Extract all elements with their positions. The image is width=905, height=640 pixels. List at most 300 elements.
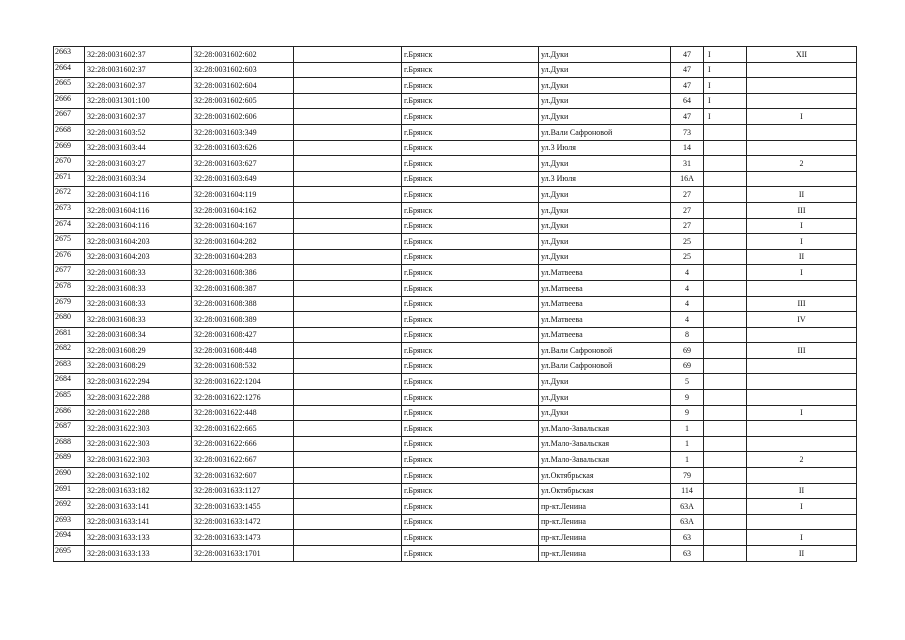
empty-cell [294, 468, 402, 484]
house-number-cell: 63 [671, 546, 704, 562]
city-cell: г.Брянск [402, 78, 539, 94]
city-cell: г.Брянск [402, 93, 539, 109]
house-number-cell: 47 [671, 109, 704, 125]
table-row [54, 109, 857, 125]
house-number-cell: 73 [671, 124, 704, 140]
city-cell: г.Брянск [402, 124, 539, 140]
street-cell: ул.Дуки [539, 234, 671, 250]
street-cell: ул.Дуки [539, 187, 671, 203]
street-cell: пр-кт.Ленина [539, 514, 671, 530]
city-cell: г.Брянск [402, 47, 539, 63]
city-cell: г.Брянск [402, 171, 539, 187]
premises-number-cell: II [747, 249, 857, 265]
house-number-cell: 4 [671, 280, 704, 296]
object-cadastral-cell: 32:28:0031622:448 [192, 405, 294, 421]
house-number-cell: 25 [671, 234, 704, 250]
city-cell: г.Брянск [402, 546, 539, 562]
extra-cell [704, 514, 747, 530]
row-number-cell: 2691 [54, 483, 85, 499]
row-number-cell: 2692 [54, 499, 85, 515]
city-cell: г.Брянск [402, 483, 539, 499]
row-number-cell: 2670 [54, 156, 85, 172]
parcel-cadastral-cell: 32:28:0031603:34 [85, 171, 192, 187]
object-cadastral-cell: 32:28:0031603:349 [192, 124, 294, 140]
street-cell: ул.Мало-Завальская [539, 452, 671, 468]
table-row [54, 218, 857, 234]
house-number-cell: 79 [671, 468, 704, 484]
table-row [54, 327, 857, 343]
street-cell: ул.Матвеева [539, 265, 671, 281]
premises-number-cell: I [747, 405, 857, 421]
house-number-cell: 63А [671, 514, 704, 530]
empty-cell [294, 218, 402, 234]
extra-cell [704, 327, 747, 343]
row-number-cell: 2671 [54, 171, 85, 187]
extra-cell [704, 358, 747, 374]
object-cadastral-cell: 32:28:0031633:1472 [192, 514, 294, 530]
house-number-cell: 1 [671, 452, 704, 468]
empty-cell [294, 405, 402, 421]
table-row [54, 187, 857, 203]
premises-number-cell: I [747, 499, 857, 515]
table-row [54, 358, 857, 374]
premises-number-cell [747, 421, 857, 437]
object-cadastral-cell: 32:28:0031602:603 [192, 62, 294, 78]
street-cell: ул.Мало-Завальская [539, 436, 671, 452]
row-number-cell: 2667 [54, 109, 85, 125]
object-cadastral-cell: 32:28:0031622:1276 [192, 390, 294, 406]
street-cell: ул.Мало-Завальская [539, 421, 671, 437]
parcel-cadastral-cell: 32:28:0031604:116 [85, 202, 192, 218]
city-cell: г.Брянск [402, 218, 539, 234]
row-number-cell: 2680 [54, 312, 85, 328]
object-cadastral-cell: 32:28:0031604:162 [192, 202, 294, 218]
premises-number-cell: IV [747, 312, 857, 328]
premises-number-cell: 2 [747, 452, 857, 468]
extra-cell: I [704, 47, 747, 63]
object-cadastral-cell: 32:28:0031633:1455 [192, 499, 294, 515]
extra-cell [704, 124, 747, 140]
extra-cell [704, 249, 747, 265]
table-row [54, 140, 857, 156]
house-number-cell: 47 [671, 62, 704, 78]
table-row [54, 124, 857, 140]
table-row [54, 421, 857, 437]
parcel-cadastral-cell: 32:28:0031602:37 [85, 47, 192, 63]
house-number-cell: 63 [671, 530, 704, 546]
parcel-cadastral-cell: 32:28:0031633:182 [85, 483, 192, 499]
parcel-cadastral-cell: 32:28:0031608:33 [85, 265, 192, 281]
empty-cell [294, 436, 402, 452]
parcel-cadastral-cell: 32:28:0031602:37 [85, 62, 192, 78]
table-row [54, 343, 857, 359]
city-cell: г.Брянск [402, 156, 539, 172]
extra-cell [704, 218, 747, 234]
house-number-cell: 69 [671, 343, 704, 359]
city-cell: г.Брянск [402, 140, 539, 156]
object-cadastral-cell: 32:28:0031602:605 [192, 93, 294, 109]
street-cell: ул.Дуки [539, 249, 671, 265]
house-number-cell: 16А [671, 171, 704, 187]
extra-cell [704, 530, 747, 546]
row-number-cell: 2668 [54, 124, 85, 140]
parcel-cadastral-cell: 32:28:0031608:29 [85, 343, 192, 359]
premises-number-cell [747, 374, 857, 390]
object-cadastral-cell: 32:28:0031608:387 [192, 280, 294, 296]
empty-cell [294, 390, 402, 406]
city-cell: г.Брянск [402, 390, 539, 406]
premises-number-cell: I [747, 109, 857, 125]
parcel-cadastral-cell: 32:28:0031632:102 [85, 468, 192, 484]
premises-number-cell [747, 280, 857, 296]
object-cadastral-cell: 32:28:0031622:667 [192, 452, 294, 468]
extra-cell [704, 171, 747, 187]
house-number-cell: 8 [671, 327, 704, 343]
street-cell: ул.Матвеева [539, 296, 671, 312]
city-cell: г.Брянск [402, 280, 539, 296]
extra-cell [704, 312, 747, 328]
table-row [54, 530, 857, 546]
registry-table [53, 46, 857, 562]
object-cadastral-cell: 32:28:0031608:532 [192, 358, 294, 374]
city-cell: г.Брянск [402, 530, 539, 546]
empty-cell [294, 483, 402, 499]
premises-number-cell [747, 327, 857, 343]
house-number-cell: 27 [671, 202, 704, 218]
parcel-cadastral-cell: 32:28:0031608:33 [85, 312, 192, 328]
parcel-cadastral-cell: 32:28:0031602:37 [85, 78, 192, 94]
extra-cell [704, 296, 747, 312]
city-cell: г.Брянск [402, 358, 539, 374]
row-number-cell: 2686 [54, 405, 85, 421]
street-cell: ул.Дуки [539, 47, 671, 63]
parcel-cadastral-cell: 32:28:0031602:37 [85, 109, 192, 125]
parcel-cadastral-cell: 32:28:0031604:203 [85, 249, 192, 265]
row-number-cell: 2674 [54, 218, 85, 234]
house-number-cell: 31 [671, 156, 704, 172]
object-cadastral-cell: 32:28:0031608:389 [192, 312, 294, 328]
row-number-cell: 2673 [54, 202, 85, 218]
premises-number-cell: I [747, 218, 857, 234]
extra-cell [704, 390, 747, 406]
extra-cell: I [704, 62, 747, 78]
house-number-cell: 27 [671, 218, 704, 234]
empty-cell [294, 374, 402, 390]
object-cadastral-cell: 32:28:0031633:1473 [192, 530, 294, 546]
premises-number-cell [747, 514, 857, 530]
row-number-cell: 2675 [54, 234, 85, 250]
premises-number-cell [747, 140, 857, 156]
extra-cell: I [704, 78, 747, 94]
city-cell: г.Брянск [402, 265, 539, 281]
extra-cell [704, 483, 747, 499]
city-cell: г.Брянск [402, 234, 539, 250]
street-cell: ул.Матвеева [539, 280, 671, 296]
extra-cell [704, 452, 747, 468]
empty-cell [294, 109, 402, 125]
empty-cell [294, 421, 402, 437]
city-cell: г.Брянск [402, 327, 539, 343]
city-cell: г.Брянск [402, 374, 539, 390]
parcel-cadastral-cell: 32:28:0031608:33 [85, 280, 192, 296]
house-number-cell: 64 [671, 93, 704, 109]
street-cell: ул.Вали Сафроновой [539, 124, 671, 140]
table-row [54, 202, 857, 218]
premises-number-cell [747, 358, 857, 374]
empty-cell [294, 530, 402, 546]
table-body [54, 47, 857, 562]
extra-cell [704, 140, 747, 156]
empty-cell [294, 312, 402, 328]
table-row [54, 280, 857, 296]
house-number-cell: 9 [671, 405, 704, 421]
street-cell: пр-кт.Ленина [539, 530, 671, 546]
parcel-cadastral-cell: 32:28:0031622:303 [85, 436, 192, 452]
parcel-cadastral-cell: 32:28:0031622:303 [85, 421, 192, 437]
city-cell: г.Брянск [402, 421, 539, 437]
premises-number-cell: I [747, 265, 857, 281]
table-row [54, 156, 857, 172]
row-number-cell: 2695 [54, 546, 85, 562]
table-row [54, 296, 857, 312]
row-number-cell: 2690 [54, 468, 85, 484]
parcel-cadastral-cell: 32:28:0031301:100 [85, 93, 192, 109]
premises-number-cell: III [747, 296, 857, 312]
empty-cell [294, 514, 402, 530]
extra-cell [704, 202, 747, 218]
house-number-cell: 25 [671, 249, 704, 265]
extra-cell [704, 187, 747, 203]
extra-cell [704, 374, 747, 390]
row-number-cell: 2683 [54, 358, 85, 374]
house-number-cell: 27 [671, 187, 704, 203]
city-cell: г.Брянск [402, 109, 539, 125]
house-number-cell: 1 [671, 421, 704, 437]
row-number-cell: 2672 [54, 187, 85, 203]
empty-cell [294, 358, 402, 374]
row-number-cell: 2677 [54, 265, 85, 281]
extra-cell [704, 234, 747, 250]
object-cadastral-cell: 32:28:0031603:626 [192, 140, 294, 156]
object-cadastral-cell: 32:28:0031608:386 [192, 265, 294, 281]
row-number-cell: 2681 [54, 327, 85, 343]
street-cell: ул.Дуки [539, 390, 671, 406]
house-number-cell: 114 [671, 483, 704, 499]
premises-number-cell: I [747, 530, 857, 546]
object-cadastral-cell: 32:28:0031608:388 [192, 296, 294, 312]
object-cadastral-cell: 32:28:0031604:283 [192, 249, 294, 265]
city-cell: г.Брянск [402, 312, 539, 328]
empty-cell [294, 62, 402, 78]
table-row [54, 265, 857, 281]
row-number-cell: 2678 [54, 280, 85, 296]
street-cell: ул.Вали Сафроновой [539, 358, 671, 374]
object-cadastral-cell: 32:28:0031604:167 [192, 218, 294, 234]
house-number-cell: 4 [671, 296, 704, 312]
empty-cell [294, 140, 402, 156]
premises-number-cell: II [747, 546, 857, 562]
row-number-cell: 2694 [54, 530, 85, 546]
empty-cell [294, 124, 402, 140]
house-number-cell: 47 [671, 78, 704, 94]
row-number-cell: 2676 [54, 249, 85, 265]
city-cell: г.Брянск [402, 405, 539, 421]
premises-number-cell: II [747, 187, 857, 203]
parcel-cadastral-cell: 32:28:0031622:294 [85, 374, 192, 390]
table-row [54, 468, 857, 484]
extra-cell [704, 546, 747, 562]
row-number-cell: 2688 [54, 436, 85, 452]
premises-number-cell [747, 124, 857, 140]
premises-number-cell: III [747, 343, 857, 359]
extra-cell [704, 343, 747, 359]
house-number-cell: 47 [671, 47, 704, 63]
premises-number-cell: II [747, 483, 857, 499]
empty-cell [294, 78, 402, 94]
row-number-cell: 2682 [54, 343, 85, 359]
extra-cell: I [704, 93, 747, 109]
empty-cell [294, 47, 402, 63]
street-cell: ул.Дуки [539, 218, 671, 234]
row-number-cell: 2684 [54, 374, 85, 390]
empty-cell [294, 499, 402, 515]
parcel-cadastral-cell: 32:28:0031622:288 [85, 390, 192, 406]
object-cadastral-cell: 32:28:0031603:627 [192, 156, 294, 172]
table-row [54, 546, 857, 562]
premises-number-cell [747, 62, 857, 78]
house-number-cell: 69 [671, 358, 704, 374]
parcel-cadastral-cell: 32:28:0031603:27 [85, 156, 192, 172]
table-row [54, 312, 857, 328]
row-number-cell: 2664 [54, 62, 85, 78]
street-cell: ул.3 Июля [539, 171, 671, 187]
empty-cell [294, 156, 402, 172]
city-cell: г.Брянск [402, 436, 539, 452]
empty-cell [294, 171, 402, 187]
premises-number-cell: XII [747, 47, 857, 63]
house-number-cell: 63А [671, 499, 704, 515]
empty-cell [294, 202, 402, 218]
object-cadastral-cell: 32:28:0031603:649 [192, 171, 294, 187]
table-row [54, 499, 857, 515]
street-cell: ул.Вали Сафроновой [539, 343, 671, 359]
street-cell: ул.Октябрьская [539, 468, 671, 484]
row-number-cell: 2693 [54, 514, 85, 530]
street-cell: ул.3 Июля [539, 140, 671, 156]
table-row [54, 234, 857, 250]
table-row [54, 405, 857, 421]
row-number-cell: 2666 [54, 93, 85, 109]
empty-cell [294, 187, 402, 203]
table-row [54, 249, 857, 265]
empty-cell [294, 280, 402, 296]
table-row [54, 93, 857, 109]
house-number-cell: 9 [671, 390, 704, 406]
extra-cell [704, 280, 747, 296]
row-number-cell: 2669 [54, 140, 85, 156]
street-cell: ул.Дуки [539, 202, 671, 218]
premises-number-cell [747, 436, 857, 452]
object-cadastral-cell: 32:28:0031608:448 [192, 343, 294, 359]
extra-cell [704, 468, 747, 484]
extra-cell [704, 499, 747, 515]
table-row [54, 452, 857, 468]
empty-cell [294, 452, 402, 468]
city-cell: г.Брянск [402, 62, 539, 78]
house-number-cell: 5 [671, 374, 704, 390]
empty-cell [294, 265, 402, 281]
premises-number-cell: 2 [747, 156, 857, 172]
parcel-cadastral-cell: 32:28:0031604:116 [85, 187, 192, 203]
empty-cell [294, 343, 402, 359]
parcel-cadastral-cell: 32:28:0031633:141 [85, 499, 192, 515]
object-cadastral-cell: 32:28:0031602:606 [192, 109, 294, 125]
row-number-cell: 2663 [54, 47, 85, 63]
premises-number-cell: I [747, 234, 857, 250]
table-row [54, 62, 857, 78]
object-cadastral-cell: 32:28:0031633:1127 [192, 483, 294, 499]
table-row [54, 47, 857, 63]
parcel-cadastral-cell: 32:28:0031604:116 [85, 218, 192, 234]
city-cell: г.Брянск [402, 249, 539, 265]
parcel-cadastral-cell: 32:28:0031633:133 [85, 530, 192, 546]
object-cadastral-cell: 32:28:0031602:604 [192, 78, 294, 94]
premises-number-cell: III [747, 202, 857, 218]
extra-cell [704, 421, 747, 437]
parcel-cadastral-cell: 32:28:0031633:141 [85, 514, 192, 530]
parcel-cadastral-cell: 32:28:0031608:29 [85, 358, 192, 374]
object-cadastral-cell: 32:28:0031602:602 [192, 47, 294, 63]
table-row [54, 514, 857, 530]
city-cell: г.Брянск [402, 499, 539, 515]
house-number-cell: 14 [671, 140, 704, 156]
street-cell: ул.Дуки [539, 78, 671, 94]
parcel-cadastral-cell: 32:28:0031622:303 [85, 452, 192, 468]
house-number-cell: 4 [671, 312, 704, 328]
object-cadastral-cell: 32:28:0031622:666 [192, 436, 294, 452]
parcel-cadastral-cell: 32:28:0031633:133 [85, 546, 192, 562]
premises-number-cell [747, 390, 857, 406]
parcel-cadastral-cell: 32:28:0031603:52 [85, 124, 192, 140]
street-cell: ул.Матвеева [539, 312, 671, 328]
parcel-cadastral-cell: 32:28:0031608:33 [85, 296, 192, 312]
table-row [54, 78, 857, 94]
city-cell: г.Брянск [402, 202, 539, 218]
empty-cell [294, 93, 402, 109]
extra-cell: I [704, 109, 747, 125]
object-cadastral-cell: 32:28:0031608:427 [192, 327, 294, 343]
street-cell: ул.Дуки [539, 374, 671, 390]
street-cell: пр-кт.Ленина [539, 499, 671, 515]
house-number-cell: 4 [671, 265, 704, 281]
parcel-cadastral-cell: 32:28:0031608:34 [85, 327, 192, 343]
object-cadastral-cell: 32:28:0031622:665 [192, 421, 294, 437]
empty-cell [294, 327, 402, 343]
premises-number-cell [747, 171, 857, 187]
street-cell: ул.Матвеева [539, 327, 671, 343]
object-cadastral-cell: 32:28:0031604:282 [192, 234, 294, 250]
city-cell: г.Брянск [402, 343, 539, 359]
table-row [54, 483, 857, 499]
object-cadastral-cell: 32:28:0031633:1701 [192, 546, 294, 562]
extra-cell [704, 405, 747, 421]
house-number-cell: 1 [671, 436, 704, 452]
city-cell: г.Брянск [402, 296, 539, 312]
empty-cell [294, 249, 402, 265]
empty-cell [294, 296, 402, 312]
street-cell: ул.Дуки [539, 405, 671, 421]
street-cell: ул.Дуки [539, 93, 671, 109]
